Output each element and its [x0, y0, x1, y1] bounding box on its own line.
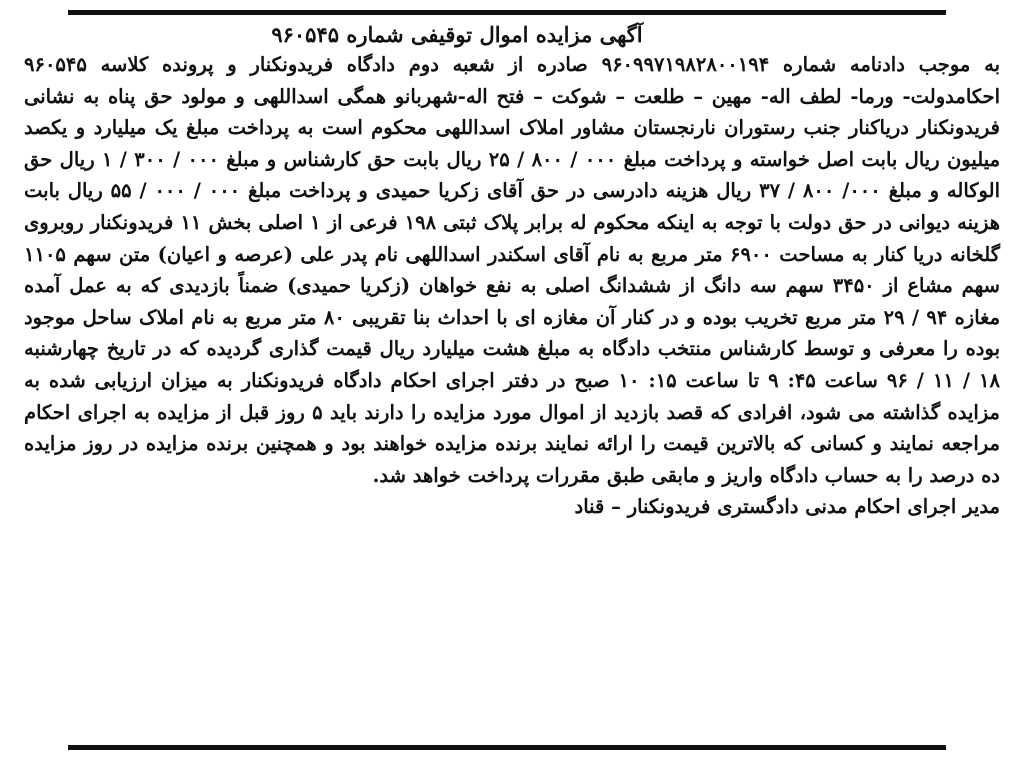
notice-title: آگهی مزایده اموال توقیفی شماره ۹۶۰۵۴۵: [271, 22, 643, 47]
bottom-rule: [68, 745, 946, 750]
top-rule: [68, 10, 946, 15]
auction-notice: [24, 20, 1000, 522]
notice-body: به موجب دادنامه شماره ۹۶۰۹۹۷۱۹۸۲۸۰۰۱۹۴ صادره از شعبه دوم دادگاه فریدونکنار و پرونده کلاسه ۹۶۰۵۴۵ احکامدولت- ورما- لطف اله- مهین – طلعت – شوکت – فتح اله-شهربانو همگی اسداللهی و مولود حق پناه به نشانی فریدونکنار دریاکنار جنب رستوران نارنجستان مشاور املاک اسداللهی محکوم است به پرداخت مبلغ یک میلیارد و یکصد میلیون ریال بابت اصل خواسته و پرداخت مبلغ ۰۰۰ / ۸۰۰ / ۲۵ ریال بابت حق کارشناس و مبلغ ۰۰۰ / ۳۰۰ / ۱ ریال حق الوکاله و مبلغ ۰۰۰/ ۸۰۰ / ۳۷ ریال هزینه دادرسی در حق آقای زکریا حمیدی و پرداخت مبلغ ۰۰۰ / ۰۰۰ / ۵۵ ریال بابت هزینه دیوانی در حق دولت با توجه به اینکه محکوم له برابر پلاک ثبتی ۱۹۸ فرعی از ۱ اصلی بخش ۱۱ فریدونکنار روبروی گلخانه دریا کنار به مساحت ۶۹۰۰ متر مربع به نام آقای اسکندر اسداللهی نام پدر علی (عرصه و اعیان) متن سهم ۱۱۰۵ سهم مشاع از ۳۴۵۰ سهم سه دانگ از ششدانگ اصلی به نفع خواهان (زکریا حمیدی) ضمناً بازدیدی که به عمل آمده مغازه ۹۴ / ۲۹ متر مربع تخریب بوده و در کنار آن مغازه ای با احداث بنا تقریبی ۸۰ متر مربع به نام املاک ساحل موجود بوده را معرفی و توسط کارشناس منتخب دادگاه به مبلغ هشت میلیارد ریال قیمت گذاری گردیده که در تاریخ چهارشنبه ۱۸ / ۱۱ / ۹۶ ساعت ۴۵: ۹ تا ساعت ۱۵: ۱۰ صبح در دفتر اجرای احکام دادگاه فریدونکنار به میزان ارزیابی شده به مزایده گذاشته می شود، افرادی که قصد بازدید از اموال مورد مزایده را دارند باید ۵ روز قبل از مزایده به اجرای احکام مراجعه نمایند و کسانی که بالاترین قیمت را ارائه نمایند برنده مزایده خواهند بود و همچنین برنده مزایده در روز مزایده ده درصد را به حساب دادگاه واریز و مابقی طبق مقررات پرداخت خواهد شد.: [24, 53, 1001, 487]
notice-signature: مدیر اجرای احکام مدنی دادگستری فریدونکنار – قناد: [574, 495, 1000, 519]
